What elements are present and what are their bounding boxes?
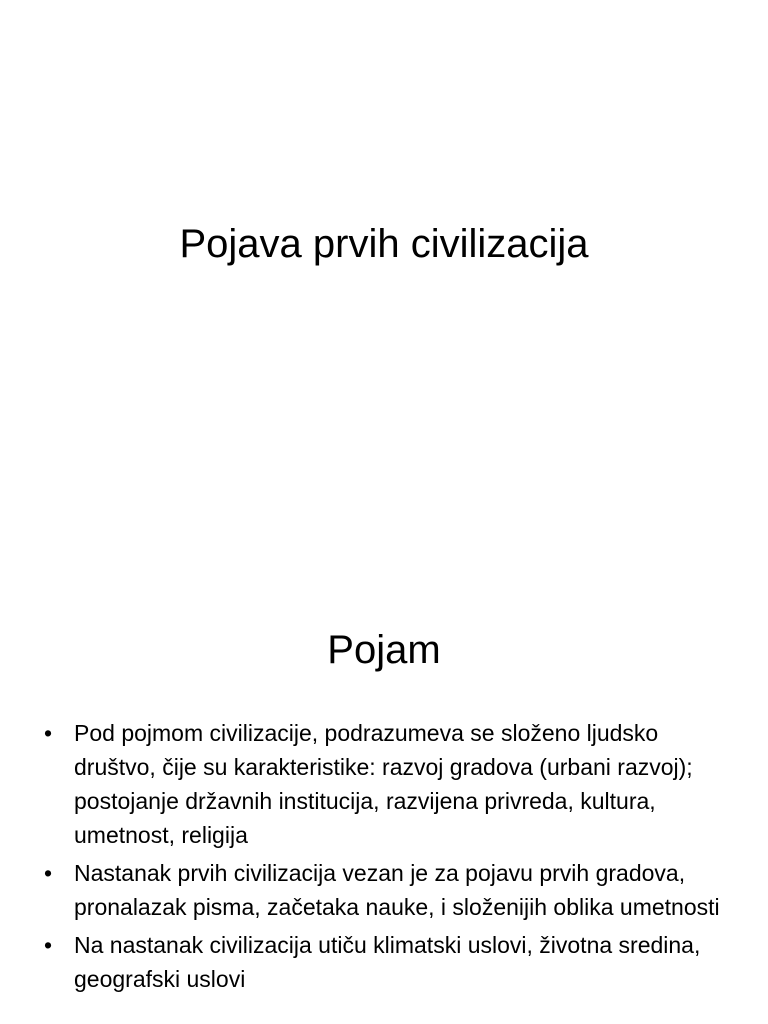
bullet-item xyxy=(42,928,732,996)
bullet-text: Na nastanak civilizacija utiču klimatski uslovi, životna sredina, geografski uslovi xyxy=(74,932,701,992)
slide-title: Pojava prvih civilizacija xyxy=(179,222,589,266)
bullet-icon: • xyxy=(44,932,53,958)
content-slide xyxy=(0,576,768,1024)
slide-heading: Pojam xyxy=(327,628,441,672)
bullet-text: Pod pojmom civilizacije, podrazumeva se složeno ljudsko društvo, čije su karakteristike: razvoj gradova (urbani razvoj); postojanje državnih institucija, razvijena privreda, kultura, umetnost, religija xyxy=(74,720,693,848)
bullet-item xyxy=(42,716,732,852)
bullet-text: Nastanak prvih civilizacija vezan je za pojavu prvih gradova, pronalazak pisma, začetaka nauke, i složenijih oblika umetnosti xyxy=(74,860,720,920)
bullet-list xyxy=(42,716,732,1000)
bullet-icon: • xyxy=(44,860,53,886)
bullet-item xyxy=(42,856,732,924)
bullet-icon: • xyxy=(44,720,53,746)
